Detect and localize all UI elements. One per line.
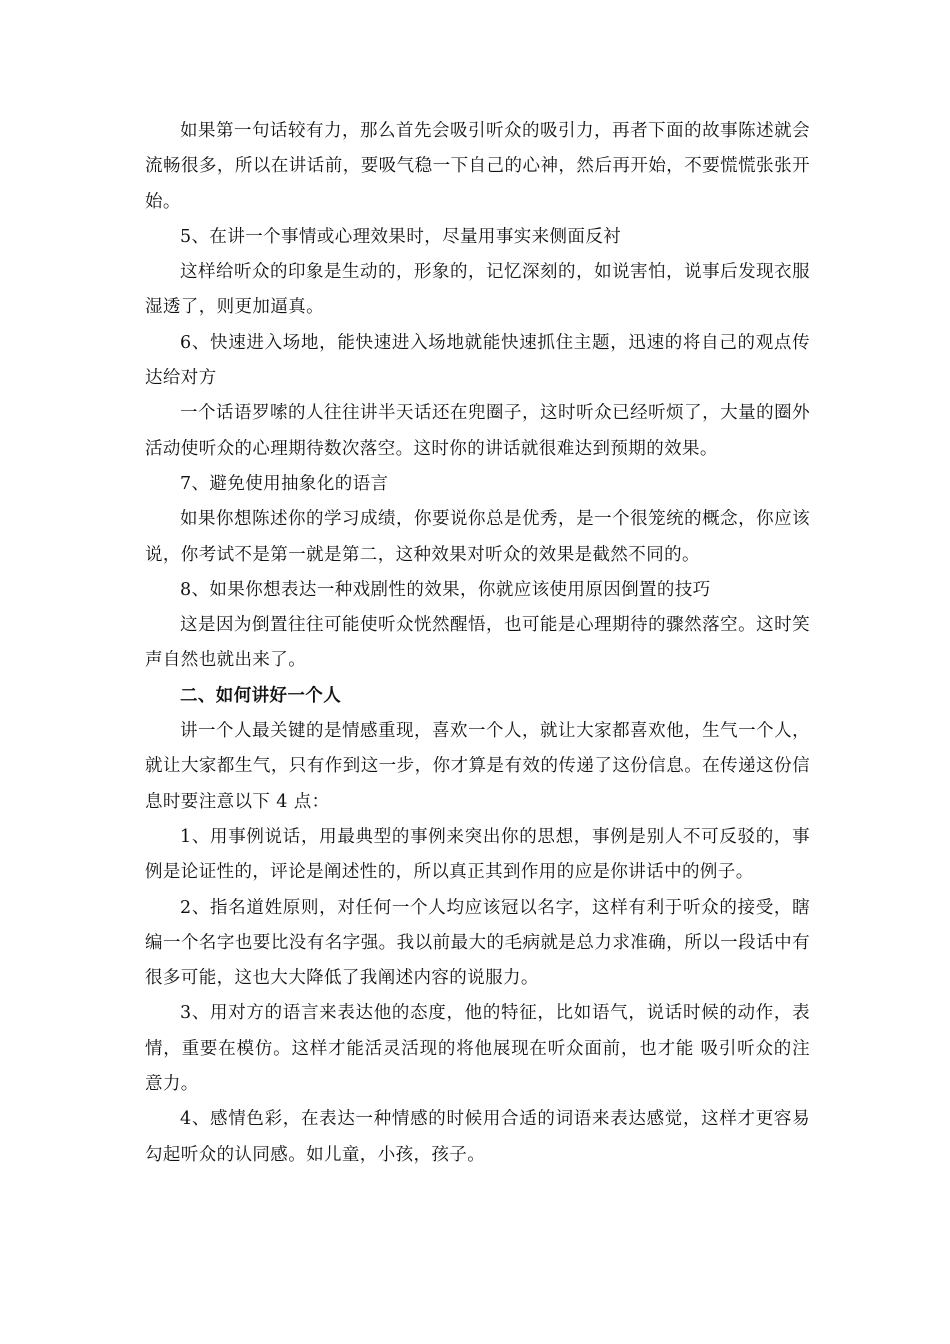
numbered-point-8: 8、如果你想表达一种戏剧性的效果，你就应该使用原因倒置的技巧 <box>180 579 711 600</box>
section-heading: 二、如何讲好一个人 <box>180 685 342 706</box>
body-paragraph: 一个话语罗嗦的人往往讲半天话还在兜圈子，这时听众已经听烦了，大量的圈外活动使听众的心理期待数次落空。这时你的讲话就很难达到预期的效果。 <box>145 403 810 459</box>
body-paragraph: 讲一个人最关键的是情感重现，喜欢一个人，就让大家都喜欢他，生气一个人，就让大家都生气，只有作到这一步，你才算是有效的传递了这份信息。在传递这份信息时要注意以下 4 点： <box>145 721 810 812</box>
numbered-point-7: 7、避免使用抽象化的语言 <box>180 473 389 494</box>
numbered-point-1: 1、用事例说话，用最典型的事例来突出你的思想，事例是别人不可反驳的，事例是论证性的，评论是阐述性的，所以真正其到作用的应是你讲话中的例子。 <box>145 826 810 883</box>
body-paragraph: 如果你想陈述你的学习成绩，你要说你总是优秀，是一个很笼统的概念，你应该说，你考试不是第一就是第二，这种效果对听众的效果是截然不同的。 <box>145 509 810 565</box>
document-body <box>145 114 810 1173</box>
numbered-point-6: 6、快速进入场地，能快速进入场地就能快速抓住主题，迅速的将自己的观点传达给对方 <box>145 332 810 389</box>
body-paragraph: 这是因为倒置往往可能使听众恍然醒悟，也可能是心理期待的骤然落空。这时笑声自然也就出来了。 <box>145 615 810 671</box>
numbered-point-4: 4、感情色彩，在表达一种情感的时候用合适的词语来表达感觉，这样才更容易勾起听众的认同感。如儿童，小孩，孩子。 <box>145 1109 810 1165</box>
numbered-point-2: 2、指名道姓原则，对任何一个人均应该冠以名字，这样有利于听众的接受，瞎编一个名字也要比没有名字强。我以前最大的毛病就是总力求准确，所以一段话中有很多可能，这也大大降低了我阐述内容的说服力。 <box>145 897 810 989</box>
numbered-point-5: 5、在讲一个事情或心理效果时，尽量用事实来侧面反衬 <box>180 226 622 247</box>
body-paragraph: 如果第一句话较有力，那么首先会吸引听众的吸引力，再者下面的故事陈述就会流畅很多，所以在讲话前，要吸气稳一下自己的心神，然后再开始，不要慌慌张张开始。 <box>145 121 810 212</box>
numbered-point-3: 3、用对方的语言来表达他的态度，他的特征，比如语气，说话时候的动作，表情，重要在模仿。这样才能活灵活现的将他展现在听众面前，也才能 吸引听众的注意力。 <box>145 1003 810 1095</box>
body-paragraph: 这样给听众的印象是生动的，形象的，记忆深刻的，如说害怕，说事后发现衣服湿透了，则更加逼真。 <box>145 262 810 318</box>
